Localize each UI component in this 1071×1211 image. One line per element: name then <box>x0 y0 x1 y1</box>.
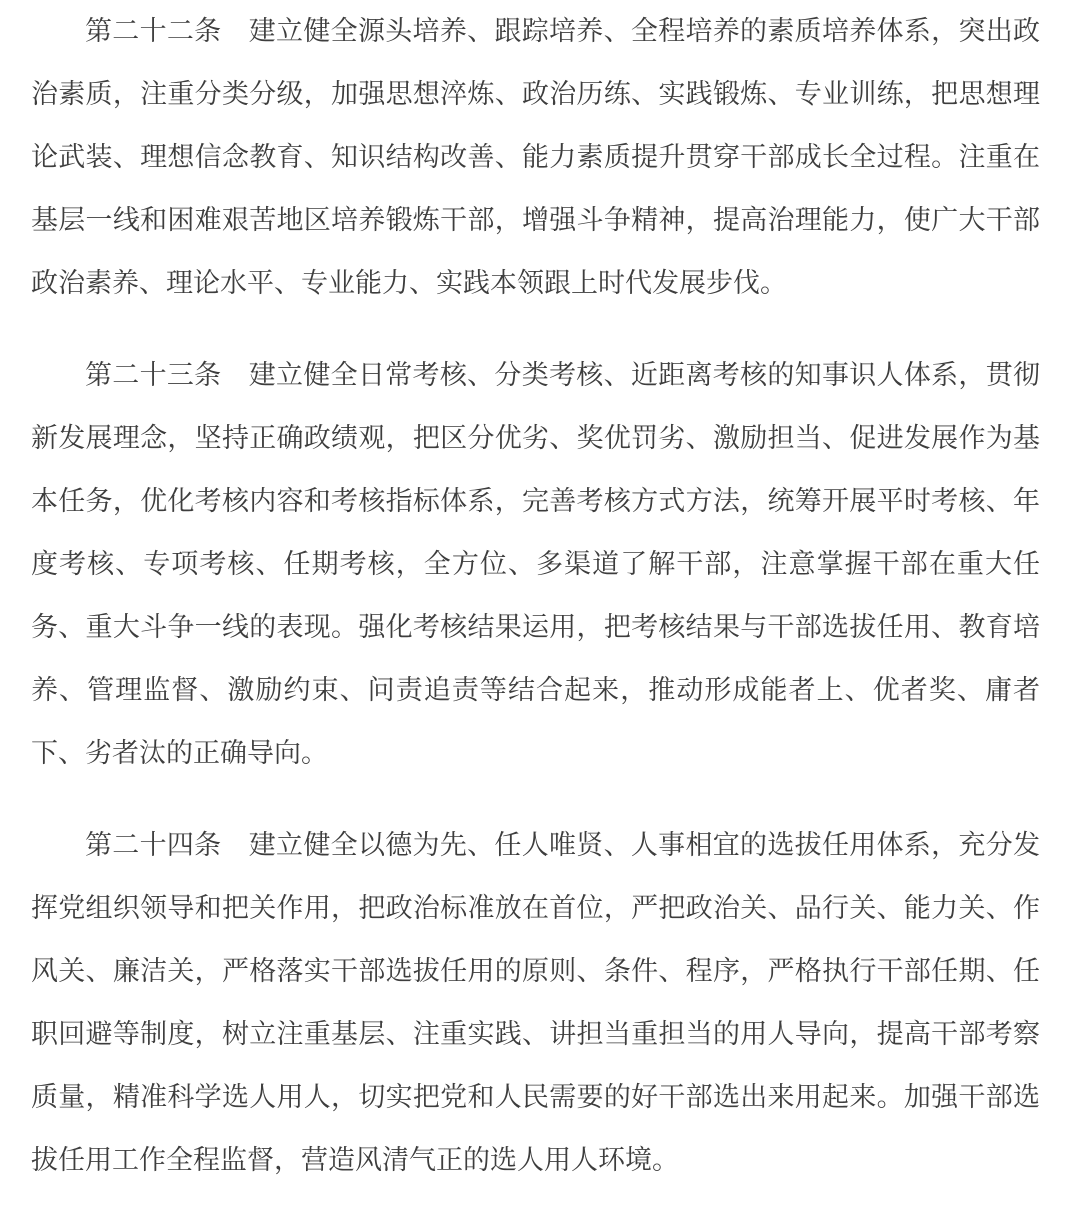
article-paragraph-22: 第二十二条 建立健全源头培养、跟踪培养、全程培养的素质培养体系，突出政治素质，注重分类分级，加强思想淬炼、政治历练、实践锻炼、专业训练，把思想理论武装、理想信念教育、知识结构改善、能力素质提升贯穿干部成长全过程。注重在基层一线和困难艰苦地区培养锻炼干部，增强斗争精神，提高治理能力，使广大干部政治素养、理论水平、专业能力、实践本领跟上时代发展步伐。 <box>31 16 1040 298</box>
article-paragraph-24: 第二十四条 建立健全以德为先、任人唯贤、人事相宜的选拔任用体系，充分发挥党组织领导和把关作用，把政治标准放在首位，严把政治关、品行关、能力关、作风关、廉洁关，严格落实干部选拔任用的原则、条件、程序，严格执行干部任期、任职回避等制度，树立注重基层、注重实践、讲担当重担当的用人导向，提高干部考察质量，精准科学选人用人，切实把党和人民需要的好干部选出来用起来。加强干部选拔任用工作全程监督，营造风清气正的选人用人环境。 <box>31 830 1040 1175</box>
article-paragraph-23: 第二十三条 建立健全日常考核、分类考核、近距离考核的知事识人体系，贯彻新发展理念，坚持正确政绩观，把区分优劣、奖优罚劣、激励担当、促进发展作为基本任务，优化考核内容和考核指标体系，完善考核方式方法，统筹开展平时考核、年度考核、专项考核、任期考核，全方位、多渠道了解干部，注意掌握干部在重大任务、重大斗争一线的表现。强化考核结果运用，把考核结果与干部选拔任用、教育培养、管理监督、激励约束、问责追责等结合起来，推动形成能者上、优者奖、庸者下、劣者汰的正确导向。 <box>31 360 1040 768</box>
